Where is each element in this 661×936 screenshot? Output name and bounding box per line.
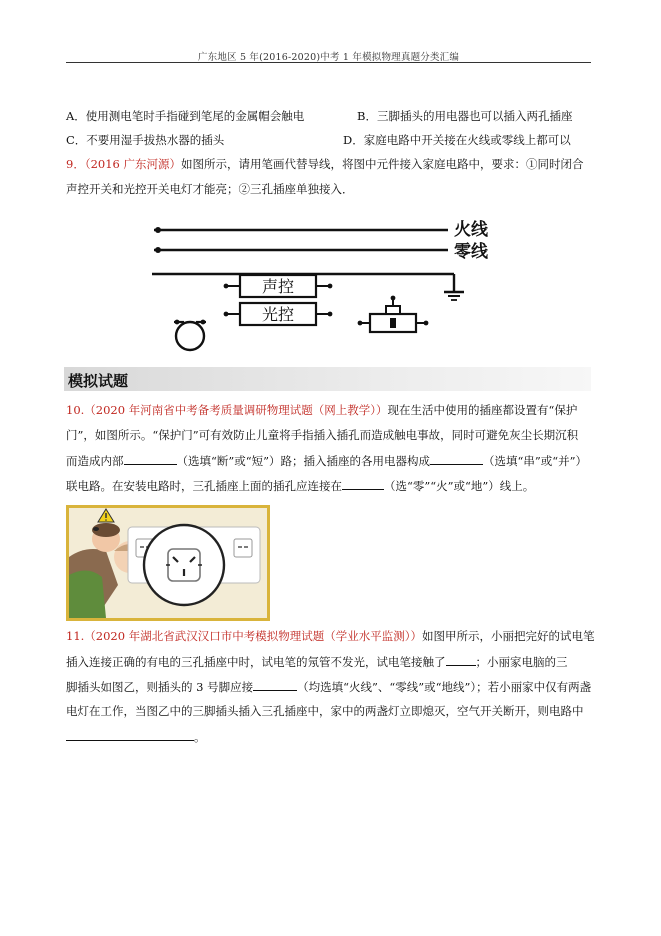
option-d: D．家庭电路中开关接在火线或零线上都可以 xyxy=(343,133,571,147)
q9-number: 9． xyxy=(66,157,85,171)
circuit-figure xyxy=(148,210,488,355)
q11-blank-3[interactable] xyxy=(66,729,194,741)
q10-blank-3[interactable] xyxy=(342,478,384,490)
q11-line-3 xyxy=(66,679,591,694)
q11-text-3b: （均选填“火线”、“零线”或“地线”）；若小丽家中仅有两盏 xyxy=(297,680,592,694)
magnified-socket xyxy=(144,525,224,605)
q10-text-3a: 而造成内部 xyxy=(66,454,124,468)
socket-photo xyxy=(66,505,270,621)
option-c: C．不要用湿手拔热水器的插头 xyxy=(66,133,225,147)
q10-text-4b: （选“零”“火”或“地”）线上。 xyxy=(384,479,535,493)
live-wire-label: 火线 xyxy=(454,220,488,240)
q9-source: （2016 广东河源） xyxy=(84,157,181,171)
q11-text-3a: 脚插头如图乙，则插头的 3 号脚应接 xyxy=(66,680,254,694)
q10-line-3 xyxy=(66,453,587,468)
q11-line-5 xyxy=(66,729,206,744)
q10-text-3b: （选填“断”或“短”）路；插入插座的各用电器构成 xyxy=(176,454,431,468)
q11-blank-1[interactable] xyxy=(446,654,476,666)
section-title: 模拟试题 xyxy=(68,372,129,390)
option-a: A．使用测电笔时手指碰到笔尾的金属帽会触电 xyxy=(66,109,305,123)
section-header-bar xyxy=(64,367,591,391)
light-switch-label: 光控 xyxy=(261,305,295,324)
page-header: 广东地区 5 年(2016-2020)中考 1 年模拟物理真题分类汇编 xyxy=(197,52,460,63)
q11-text-1: 如图甲所示，小丽把完好的试电笔 xyxy=(421,629,595,643)
q10-blank-1[interactable] xyxy=(124,453,177,465)
q9-line-1 xyxy=(66,157,584,171)
q10-text-3c: （选填“串”或“并”） xyxy=(483,454,588,468)
sound-switch-label: 声控 xyxy=(261,277,295,296)
q10-line-2: 门”，如图所示。“保护门”可有效防止儿童将手指插入插孔而造成触电事故，同时可避免灰尘长期沉积 xyxy=(66,428,579,442)
q11-source: 11.（2020 年湖北省武汉汉口市中考模拟物理试题（学业水平监测）） xyxy=(66,629,422,643)
q11-line-1 xyxy=(66,629,594,643)
q10-line-4 xyxy=(66,478,534,493)
q11-text-2b: ；小丽家电脑的三 xyxy=(475,655,568,669)
header-divider xyxy=(66,62,591,63)
q10-text-4a: 联电路。在安装电路时，三孔插座上面的插孔应连接在 xyxy=(66,479,342,493)
q10-text-1: 现在生活中使用的插座都设置有“保护 xyxy=(387,403,578,417)
q9-text-1: 如图所示，请用笔画代替导线，将图中元件接入家庭电路中，要求：①同时闭合 xyxy=(181,157,584,171)
q9-line-2: 声控开关和光控开关电灯才能亮；②三孔插座单独接入． xyxy=(66,182,354,196)
q11-line-2 xyxy=(66,654,568,669)
q11-text-5: 。 xyxy=(194,730,206,744)
q10-blank-2[interactable] xyxy=(430,453,483,465)
q10-line-1 xyxy=(66,403,577,417)
neutral-wire-label: 零线 xyxy=(454,242,488,262)
q11-text-2a: 插入连接正确的有电的三孔插座中时，试电笔的氖管不发光，试电笔接触了 xyxy=(66,655,446,669)
q11-blank-2[interactable] xyxy=(253,679,297,691)
q10-source: 10.（2020 年河南省中考备考质量调研物理试题（网上教学）） xyxy=(66,403,388,417)
q11-line-4: 电灯在工作，当图乙中的三脚插头插入三孔插座中，家中的两盏灯立即熄灭，空气开关断开，则电路中 xyxy=(66,704,584,718)
option-b: B．三脚插头的用电器也可以插入两孔插座 xyxy=(357,109,573,123)
